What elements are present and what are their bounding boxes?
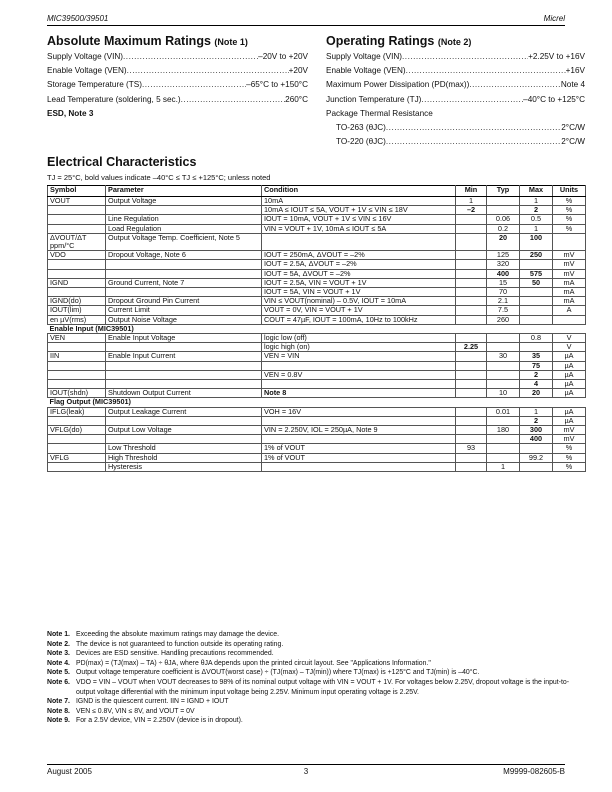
table-cell: VFLG(do) bbox=[48, 426, 106, 435]
note-item bbox=[47, 659, 585, 669]
table-cell: Dropout Voltage, Note 6 bbox=[106, 251, 262, 260]
note-key: Note 3. bbox=[47, 650, 70, 658]
table-cell: V bbox=[553, 343, 586, 352]
spec-row bbox=[326, 50, 585, 64]
table-cell bbox=[48, 224, 106, 233]
spec-row bbox=[47, 50, 308, 64]
table-cell: 250 bbox=[520, 251, 553, 260]
table-cell: 7.5 bbox=[487, 306, 520, 315]
table-cell bbox=[456, 297, 487, 306]
table-cell bbox=[456, 426, 487, 435]
note-text: Devices are ESD sensitive. Handling precautions recommended. bbox=[76, 650, 274, 658]
column-header: Symbol bbox=[48, 186, 106, 197]
table-cell: Dropout Ground Pin Current bbox=[106, 297, 262, 306]
table-cell: mA bbox=[553, 297, 586, 306]
table-cell bbox=[456, 315, 487, 324]
table-cell: VOUT = 0V, VIN = VOUT + 1V bbox=[262, 306, 456, 315]
operating-title bbox=[326, 34, 471, 48]
table-cell: mV bbox=[553, 269, 586, 278]
table-cell: 2 bbox=[520, 416, 553, 425]
table-cell: 70 bbox=[487, 288, 520, 297]
table-row bbox=[48, 444, 586, 453]
table-cell: 35 bbox=[520, 352, 553, 361]
table-cell: % bbox=[553, 462, 586, 471]
abs-max-title-text: Absolute Maximum Ratings bbox=[47, 34, 211, 48]
table-cell bbox=[456, 407, 487, 416]
table-cell: IOUT(lim) bbox=[48, 306, 106, 315]
note-key: Note 6. bbox=[47, 678, 70, 686]
note-key: Note 4. bbox=[47, 659, 70, 667]
table-row bbox=[48, 306, 586, 315]
ec-subtitle: TJ = 25°C, bold values indicate –40°C ≤ TJ ≤ +125°C; unless noted bbox=[47, 173, 271, 182]
table-cell: IOUT = 2.5A, VIN = VOUT + 1V bbox=[262, 278, 456, 287]
table-cell: 180 bbox=[487, 426, 520, 435]
table-cell: IOUT(shdn) bbox=[48, 389, 106, 398]
note-text: PD(max) = (TJ(max) – TA) ÷ θJA, where θJA depends upon the printed circuit layout. See "Applications Information." bbox=[76, 659, 431, 667]
note-item bbox=[47, 678, 585, 697]
abs-max-list bbox=[47, 50, 308, 121]
note-key: Note 7. bbox=[47, 698, 70, 706]
table-cell: 0.2 bbox=[487, 224, 520, 233]
spec-row bbox=[326, 121, 585, 135]
page-header bbox=[47, 14, 565, 26]
table-cell bbox=[262, 361, 456, 370]
dot-leader bbox=[123, 50, 258, 64]
table-cell: % bbox=[553, 453, 586, 462]
table-cell: A bbox=[553, 306, 586, 315]
table-cell bbox=[48, 444, 106, 453]
column-header: Typ bbox=[487, 186, 520, 197]
table-cell bbox=[487, 370, 520, 379]
table-cell: 2 bbox=[520, 370, 553, 379]
table-cell bbox=[487, 453, 520, 462]
table-cell: en µV(rms) bbox=[48, 315, 106, 324]
table-cell: logic high (on) bbox=[262, 343, 456, 352]
table-cell bbox=[487, 444, 520, 453]
table-cell: IIN bbox=[48, 352, 106, 361]
table-cell: 1 bbox=[520, 224, 553, 233]
table-cell: 10 bbox=[487, 389, 520, 398]
table-cell: VEN = 0.8V bbox=[262, 370, 456, 379]
table-cell: IOUT = 10mA, VOUT + 1V ≤ VIN ≤ 16V bbox=[262, 215, 456, 224]
table-cell bbox=[456, 224, 487, 233]
table-cell: Enable Input Current bbox=[106, 352, 262, 361]
table-cell: 1 bbox=[520, 407, 553, 416]
dot-leader bbox=[469, 78, 561, 92]
table-cell: IOUT = 5A, ΔVOUT = –2% bbox=[262, 269, 456, 278]
table-cell bbox=[456, 462, 487, 471]
table-cell: 1 bbox=[520, 197, 553, 206]
column-header: Condition bbox=[262, 186, 456, 197]
dot-leader bbox=[421, 93, 523, 107]
column-header: Min bbox=[456, 186, 487, 197]
table-cell: mV bbox=[553, 435, 586, 444]
table-cell bbox=[456, 416, 487, 425]
table-cell bbox=[456, 260, 487, 269]
table-cell bbox=[553, 315, 586, 324]
table-cell: 1% of VOUT bbox=[262, 444, 456, 453]
table-cell: Enable Input Voltage bbox=[106, 334, 262, 343]
note-text: VEN ≤ 0.8V, VIN ≤ 8V, and VOUT = 0V bbox=[76, 707, 195, 715]
table-cell: IOUT = 250mA, ΔVOUT = –2% bbox=[262, 251, 456, 260]
table-cell bbox=[48, 260, 106, 269]
table-cell bbox=[520, 462, 553, 471]
table-cell: Low Threshold bbox=[106, 444, 262, 453]
table-cell bbox=[487, 361, 520, 370]
note-key: Note 2. bbox=[47, 640, 70, 648]
table-cell bbox=[456, 370, 487, 379]
table-cell: 15 bbox=[487, 278, 520, 287]
spec-row bbox=[47, 64, 308, 78]
header-company: Micrel bbox=[543, 14, 565, 23]
table-cell: 400 bbox=[487, 269, 520, 278]
group-heading: Enable Input (MIC39501) bbox=[48, 324, 586, 333]
table-cell: 30 bbox=[487, 352, 520, 361]
note-text: VDO = VIN – VOUT when VOUT decreases to 98% of its nominal output voltage with VIN = VOUT + 1V. For voltages below 2.25V, dropout voltage is the input-to-output voltage differential with the minimum input voltage being 2.25V. Minimum input operating voltage is 2.25V. bbox=[76, 678, 570, 696]
table-row bbox=[48, 352, 586, 361]
table-cell: VOUT bbox=[48, 197, 106, 206]
table-cell: 1 bbox=[456, 197, 487, 206]
table-cell: 1% of VOUT bbox=[262, 453, 456, 462]
table-cell: 2 bbox=[520, 206, 553, 215]
table-cell bbox=[262, 462, 456, 471]
spec-label: Enable Voltage (VEN) bbox=[47, 66, 127, 76]
note-item bbox=[47, 649, 585, 659]
table-cell: µA bbox=[553, 352, 586, 361]
spec-row bbox=[47, 78, 308, 92]
dot-leader bbox=[406, 64, 566, 78]
table-cell: µA bbox=[553, 407, 586, 416]
table-cell bbox=[456, 278, 487, 287]
page-footer bbox=[47, 764, 565, 776]
spec-label: Lead Temperature (soldering, 5 sec.) bbox=[47, 94, 181, 104]
table-cell: 93 bbox=[456, 444, 487, 453]
table-cell: IGND bbox=[48, 278, 106, 287]
table-cell: µA bbox=[553, 416, 586, 425]
table-cell: 20 bbox=[520, 389, 553, 398]
table-row bbox=[48, 453, 586, 462]
spec-label: Maximum Power Dissipation (PD(max)) bbox=[326, 80, 470, 90]
table-row bbox=[48, 426, 586, 435]
table-cell: 1 bbox=[487, 462, 520, 471]
note-key: Note 1. bbox=[47, 631, 70, 638]
table-row bbox=[48, 224, 586, 233]
table-cell: 2.1 bbox=[487, 297, 520, 306]
table-cell: VOH = 16V bbox=[262, 407, 456, 416]
operating-note: (Note 2) bbox=[437, 37, 472, 47]
column-header: Max bbox=[520, 186, 553, 197]
table-cell bbox=[456, 361, 487, 370]
notes-list bbox=[47, 630, 585, 726]
spec-value: 2°C/W bbox=[561, 123, 585, 133]
table-cell bbox=[553, 233, 586, 250]
table-cell: µA bbox=[553, 370, 586, 379]
table-cell: 100 bbox=[520, 233, 553, 250]
table-cell: 4 bbox=[520, 380, 553, 389]
table-cell: µA bbox=[553, 361, 586, 370]
table-cell: 99.2 bbox=[520, 453, 553, 462]
table-cell: 125 bbox=[487, 251, 520, 260]
table-cell: VIN ≤ VOUT(nominal) – 0.5V, IOUT = 10mA bbox=[262, 297, 456, 306]
note-key: Note 8. bbox=[47, 707, 70, 715]
table-cell bbox=[456, 269, 487, 278]
operating-list bbox=[326, 50, 585, 149]
spec-value: 2°C/W bbox=[561, 137, 585, 147]
footer-date: August 2005 bbox=[47, 767, 92, 776]
table-cell: % bbox=[553, 197, 586, 206]
table-cell: ΔVOUT/ΔT ppm/°C bbox=[48, 233, 106, 250]
table-cell: µA bbox=[553, 380, 586, 389]
table-cell bbox=[456, 453, 487, 462]
ec-title: Electrical Characteristics bbox=[47, 155, 197, 169]
dot-leader bbox=[142, 78, 246, 92]
note-item bbox=[47, 707, 585, 717]
table-cell bbox=[262, 380, 456, 389]
table-cell bbox=[487, 334, 520, 343]
table-row bbox=[48, 334, 586, 343]
table-cell: IGND(do) bbox=[48, 297, 106, 306]
table-cell: mV bbox=[553, 426, 586, 435]
column-header: Parameter bbox=[106, 186, 262, 197]
spec-row bbox=[326, 64, 585, 78]
table-cell: 75 bbox=[520, 361, 553, 370]
operating-title-text: Operating Ratings bbox=[326, 34, 435, 48]
table-cell: 20 bbox=[487, 233, 520, 250]
table-cell: 0.8 bbox=[520, 334, 553, 343]
table-group-row bbox=[48, 398, 586, 407]
table-cell: VEN bbox=[48, 334, 106, 343]
table-cell bbox=[520, 288, 553, 297]
spec-label: Supply Voltage (VIN) bbox=[47, 52, 124, 61]
table-cell: Hysteresis bbox=[106, 462, 262, 471]
table-cell: 0.06 bbox=[487, 215, 520, 224]
table-cell bbox=[456, 380, 487, 389]
table-cell: 0.01 bbox=[487, 407, 520, 416]
table-cell bbox=[520, 444, 553, 453]
table-cell: VIN = 2.250V, IOL = 250µA, Note 9 bbox=[262, 426, 456, 435]
table-cell: % bbox=[553, 444, 586, 453]
spec-row bbox=[47, 93, 308, 107]
spec-label: Enable Voltage (VEN) bbox=[326, 66, 406, 76]
table-cell: 10mA bbox=[262, 197, 456, 206]
table-cell: % bbox=[553, 215, 586, 224]
abs-max-note: (Note 1) bbox=[214, 37, 248, 47]
table-cell bbox=[106, 370, 262, 379]
spec-label: Junction Temperature (TJ) bbox=[326, 94, 422, 104]
table-cell bbox=[106, 269, 262, 278]
table-cell: Current Limit bbox=[106, 306, 262, 315]
dot-leader bbox=[402, 50, 528, 64]
table-cell: logic low (off) bbox=[262, 334, 456, 343]
table-cell: 0.5 bbox=[520, 215, 553, 224]
table-cell: Output Low Voltage bbox=[106, 426, 262, 435]
spec-row bbox=[326, 93, 585, 107]
table-cell bbox=[456, 251, 487, 260]
footer-doc-number: M9999-082605-B bbox=[503, 767, 565, 776]
spec-value: +20V bbox=[288, 66, 308, 76]
table-cell: Output Noise Voltage bbox=[106, 315, 262, 324]
table-cell: –2 bbox=[456, 206, 487, 215]
note-item bbox=[47, 697, 585, 707]
table-cell bbox=[487, 197, 520, 206]
table-cell: mA bbox=[553, 278, 586, 287]
table-cell: VIN = VOUT + 1V, 10mA ≤ IOUT ≤ 5A bbox=[262, 224, 456, 233]
table-row bbox=[48, 269, 586, 278]
table-row bbox=[48, 260, 586, 269]
note-key: Note 9. bbox=[47, 717, 70, 725]
table-cell bbox=[456, 306, 487, 315]
table-row bbox=[48, 233, 586, 250]
table-cell bbox=[48, 361, 106, 370]
table-cell: Output Voltage bbox=[106, 197, 262, 206]
table-cell: Ground Current, Note 7 bbox=[106, 278, 262, 287]
table-cell bbox=[48, 462, 106, 471]
spec-value: +16V bbox=[565, 66, 585, 76]
table-cell bbox=[48, 269, 106, 278]
table-row bbox=[48, 407, 586, 416]
table-cell: IOUT = 2.5A, ΔVOUT = –2% bbox=[262, 260, 456, 269]
table-cell: mV bbox=[553, 251, 586, 260]
table-row bbox=[48, 370, 586, 379]
dot-leader bbox=[386, 121, 561, 135]
spec-row bbox=[326, 135, 585, 149]
table-cell: Output Leakage Current bbox=[106, 407, 262, 416]
spec-value: –40°C to +125°C bbox=[523, 94, 585, 104]
esd-rating: ESD, Note 3 bbox=[47, 108, 94, 118]
spec-label: TO-220 (θJC) bbox=[336, 137, 386, 147]
note-item bbox=[47, 630, 585, 640]
table-cell bbox=[106, 260, 262, 269]
table-cell: VDO bbox=[48, 251, 106, 260]
spec-value: Note 4 bbox=[560, 80, 585, 90]
spec-label: TO-263 (θJC) bbox=[336, 123, 386, 133]
table-row bbox=[48, 361, 586, 370]
note-text: The device is not guaranteed to function outside its operating rating. bbox=[76, 640, 284, 648]
table-cell: IFLG(leak) bbox=[48, 407, 106, 416]
spec-label: Storage Temperature (TS) bbox=[47, 80, 142, 90]
table-cell: Output Voltage Temp. Coefficient, Note 5 bbox=[106, 233, 262, 250]
table-cell bbox=[520, 315, 553, 324]
dot-leader bbox=[181, 93, 285, 107]
table-cell: Load Regulation bbox=[106, 224, 262, 233]
electrical-characteristics-table bbox=[47, 185, 586, 472]
table-cell: IOUT = 5A, VIN = VOUT + 1V bbox=[262, 288, 456, 297]
spec-value: –20V to +20V bbox=[258, 52, 308, 61]
table-cell bbox=[48, 370, 106, 379]
table-cell bbox=[456, 352, 487, 361]
table-cell: 10mA ≤ IOUT ≤ 5A, VOUT + 1V ≤ VIN ≤ 18V bbox=[262, 206, 456, 215]
note-key: Note 5. bbox=[47, 669, 70, 677]
note-text: Output voltage temperature coefficient is ΔVOUT(worst case) ÷ (TJ(max) – TJ(min)) where TJ(max) is +125°C and TJ(min) is –40°C. bbox=[76, 669, 480, 677]
dot-leader bbox=[386, 135, 561, 149]
table-cell: VFLG bbox=[48, 453, 106, 462]
table-cell bbox=[48, 435, 106, 444]
table-cell bbox=[48, 206, 106, 215]
table-cell: mA bbox=[553, 288, 586, 297]
table-cell bbox=[456, 389, 487, 398]
table-cell: µA bbox=[553, 389, 586, 398]
table-row bbox=[48, 315, 586, 324]
table-cell: 575 bbox=[520, 269, 553, 278]
table-cell: 260 bbox=[487, 315, 520, 324]
table-cell bbox=[456, 233, 487, 250]
table-cell: Line Regulation bbox=[106, 215, 262, 224]
note-item bbox=[47, 668, 585, 678]
spec-value: –65°C to +150°C bbox=[246, 80, 308, 90]
table-cell: 2.25 bbox=[456, 343, 487, 352]
table-cell bbox=[106, 361, 262, 370]
table-cell bbox=[48, 215, 106, 224]
column-header: Units bbox=[553, 186, 586, 197]
table-cell bbox=[262, 233, 456, 250]
note-text: For a 2.5V device, VIN = 2.250V (device is in dropout). bbox=[76, 717, 243, 725]
table-row bbox=[48, 462, 586, 471]
spec-row bbox=[326, 78, 585, 92]
table-cell: V bbox=[553, 334, 586, 343]
spec-value: 260°C bbox=[285, 94, 308, 104]
footer-page-number: 3 bbox=[303, 767, 309, 776]
table-cell: % bbox=[553, 224, 586, 233]
note-item bbox=[47, 640, 585, 650]
table-cell bbox=[520, 260, 553, 269]
table-header-row bbox=[48, 186, 586, 197]
header-part-number: MIC39500/39501 bbox=[47, 14, 109, 23]
abs-max-title bbox=[47, 34, 248, 48]
table-cell: 400 bbox=[520, 435, 553, 444]
table-cell: mV bbox=[553, 260, 586, 269]
table-cell: VEN = VIN bbox=[262, 352, 456, 361]
table-cell bbox=[520, 297, 553, 306]
table-cell: 50 bbox=[520, 278, 553, 287]
table-cell bbox=[520, 306, 553, 315]
note-text: Exceeding the absolute maximum ratings may damage the device. bbox=[76, 631, 279, 638]
table-cell bbox=[456, 288, 487, 297]
table-cell: COUT = 47µF, IOUT = 100mA, 10Hz to 100kHz bbox=[262, 315, 456, 324]
spec-label: Supply Voltage (VIN) bbox=[326, 52, 403, 61]
table-cell bbox=[487, 435, 520, 444]
table-cell bbox=[456, 215, 487, 224]
dot-leader bbox=[127, 64, 289, 78]
note-item bbox=[47, 716, 585, 726]
note-text: IGND is the quiescent current. IIN = IGND + IOUT bbox=[76, 698, 229, 706]
table-cell: Note 8 bbox=[262, 389, 456, 398]
table-cell: % bbox=[553, 206, 586, 215]
spec-value: +2.25V to +16V bbox=[528, 52, 585, 61]
table-cell: 320 bbox=[487, 260, 520, 269]
table-cell: Shutdown Output Current bbox=[106, 389, 262, 398]
table-cell: 300 bbox=[520, 426, 553, 435]
table-cell: High Threshold bbox=[106, 453, 262, 462]
table-row bbox=[48, 215, 586, 224]
package-thermal-label: Package Thermal Resistance bbox=[326, 108, 433, 118]
group-heading: Flag Output (MIC39501) bbox=[48, 398, 586, 407]
